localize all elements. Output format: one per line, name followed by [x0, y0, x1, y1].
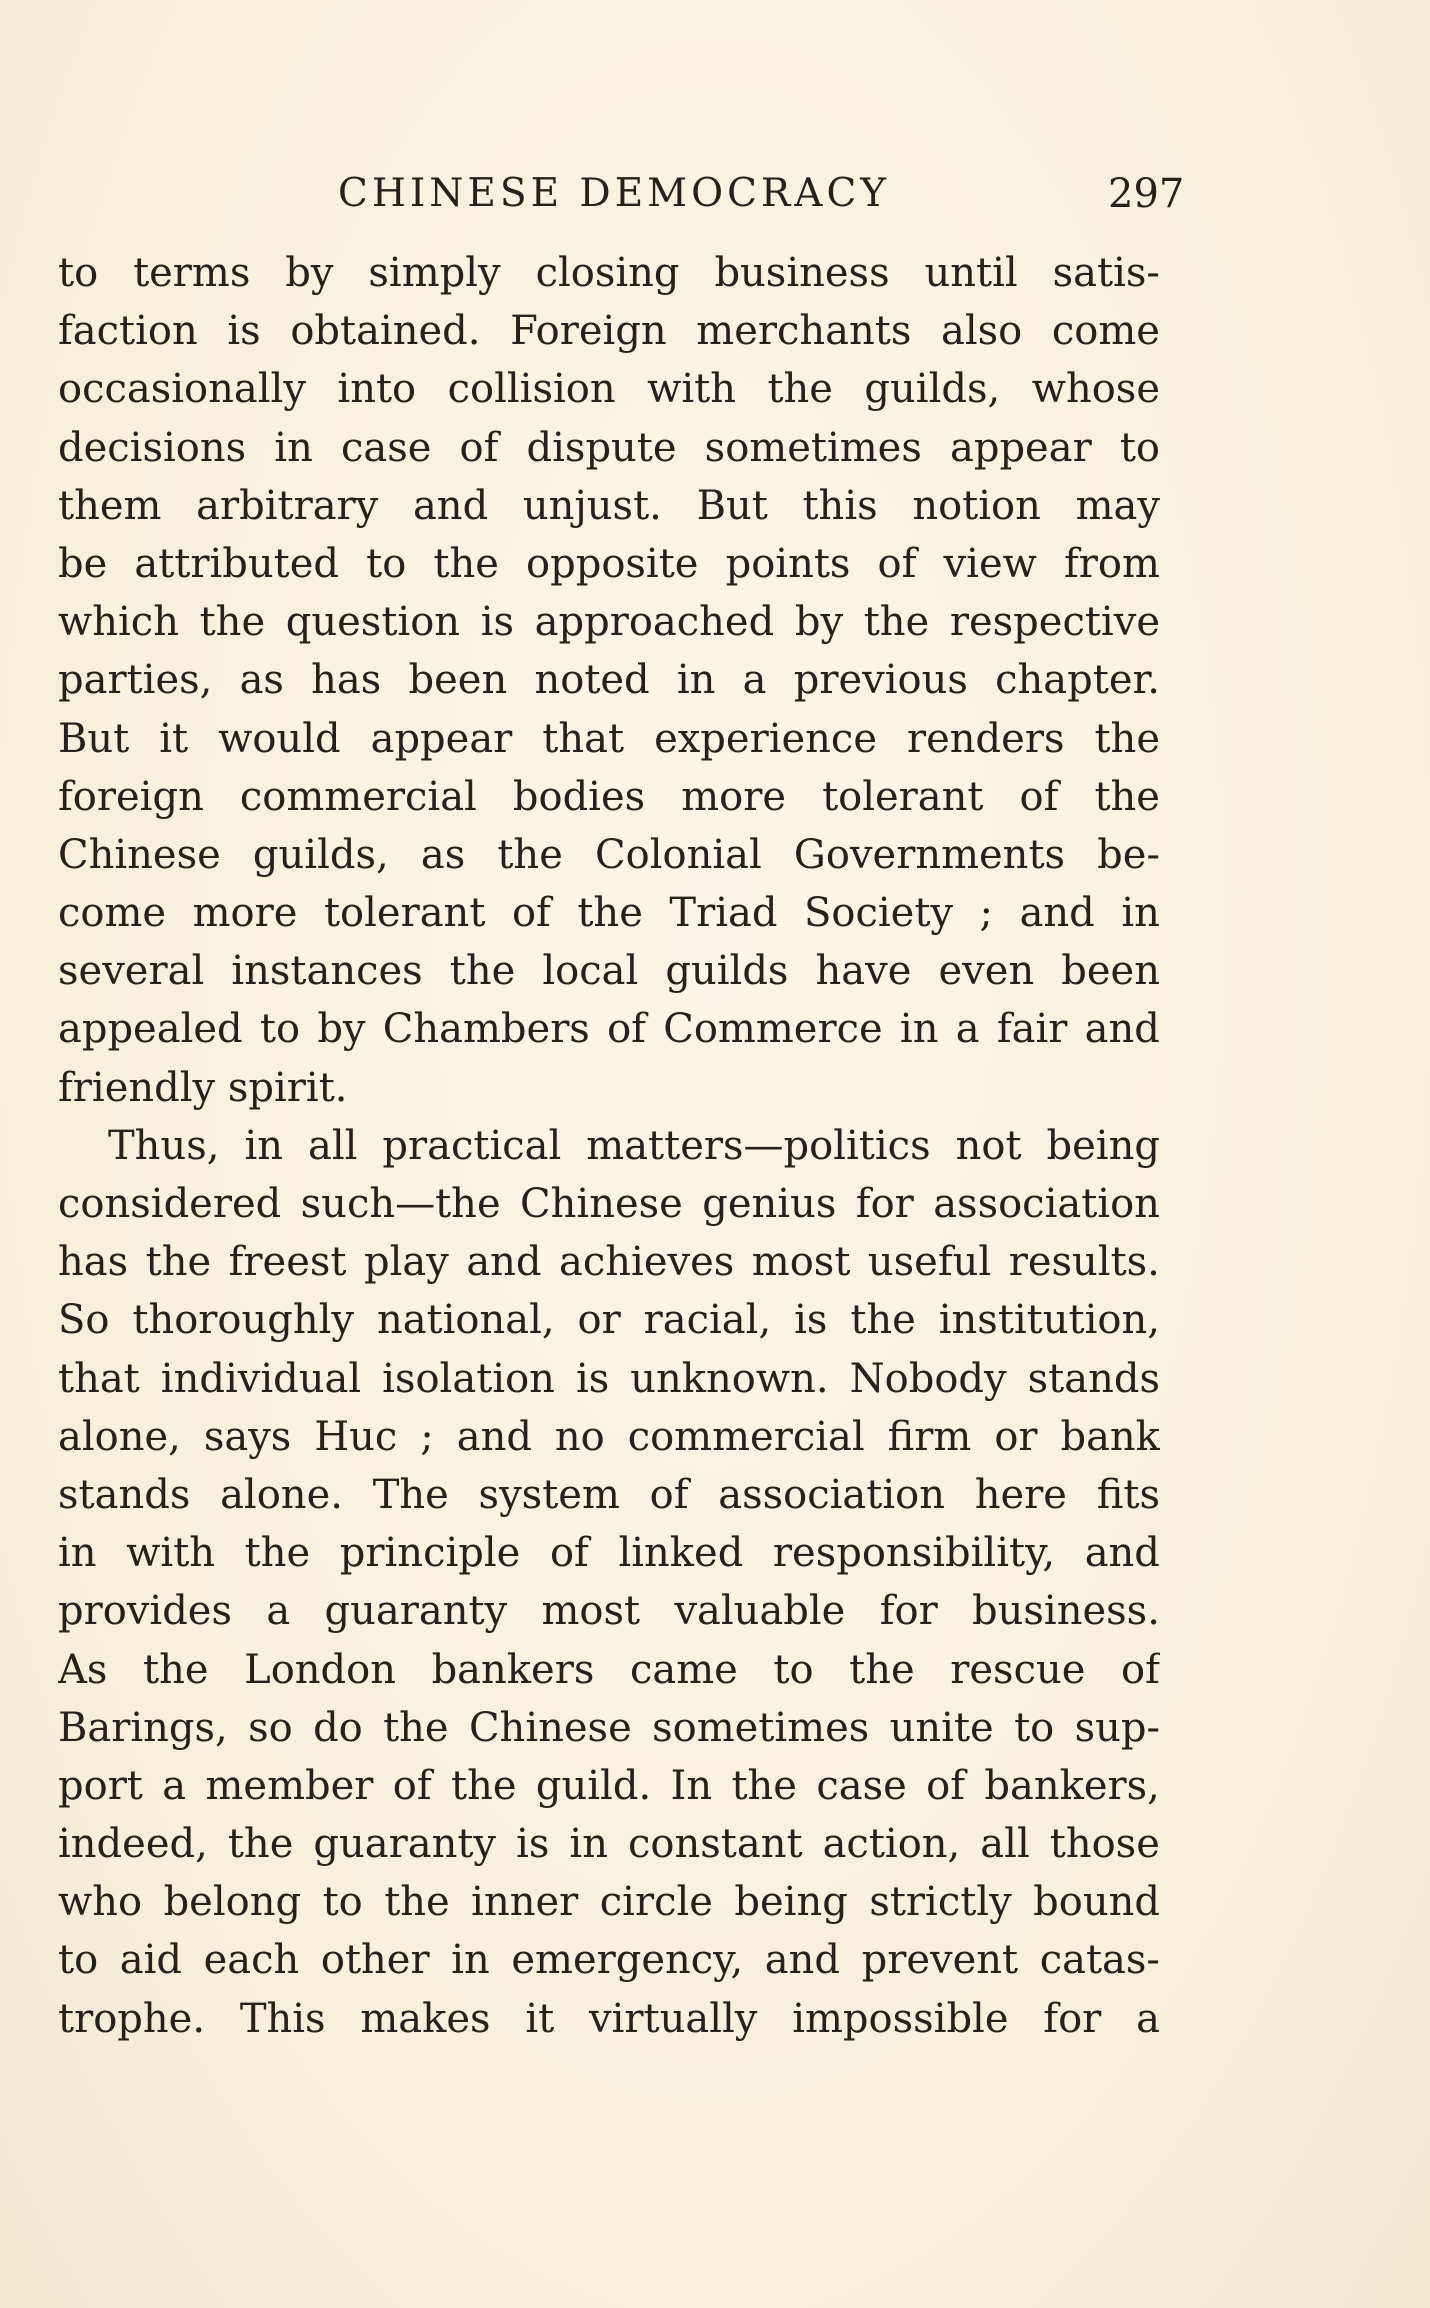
page-number: 297: [1108, 171, 1185, 217]
text-line: who belong to the inner circle being strictly bound: [58, 1879, 1160, 1926]
text-line: decisions in case of dispute sometimes appear to: [58, 424, 1160, 471]
text-line: considered such—the Chinese genius for association: [58, 1181, 1160, 1227]
text-line: Barings, so do the Chinese sometimes unite to sup-: [58, 1704, 1160, 1751]
text-line: occasionally into collision with the guilds, whose: [58, 366, 1160, 413]
text-line: them arbitrary and unjust. But this notion may: [58, 482, 1160, 529]
text-line: trophe. This makes it virtually impossible for a: [58, 1995, 1160, 2042]
text-line: provides a guaranty most valuable for business.: [58, 1588, 1160, 1635]
text-line: come more tolerant of the Triad Society ; and in: [58, 890, 1160, 937]
text-line: But it would appear that experience renders the: [58, 715, 1160, 762]
text-line: As the London bankers came to the rescue of: [58, 1646, 1160, 1693]
text-line: foreign commercial bodies more tolerant of the: [58, 773, 1160, 820]
text-line: has the freest play and achieves most useful results.: [58, 1239, 1160, 1286]
text-line: which the question is approached by the respective: [58, 599, 1160, 646]
text-line: Thus, in all practical matters—politics not being: [108, 1122, 1160, 1169]
text-line: indeed, the guaranty is in constant action, all those: [58, 1821, 1160, 1868]
text-line: to terms by simply closing business until satis-: [58, 250, 1160, 296]
text-line: several instances the local guilds have even been: [58, 948, 1160, 995]
running-title: CHINESE DEMOCRACY: [338, 171, 891, 216]
text-line: alone, says Huc ; and no commercial firm or bank: [58, 1413, 1160, 1460]
text-line: port a member of the guild. In the case of bankers,: [58, 1762, 1160, 1809]
text-line: be attributed to the opposite points of view from: [58, 540, 1160, 587]
page-header: [0, 164, 1430, 224]
text-line: So thoroughly national, or racial, is the institution,: [58, 1297, 1160, 1344]
text-line: Chinese guilds, as the Colonial Governments be-: [58, 831, 1160, 878]
text-line: stands alone. The system of association here fits: [58, 1471, 1160, 1518]
text-line: that individual isolation is unknown. Nobody stands: [58, 1355, 1160, 1402]
text-line: appealed to by Chambers of Commerce in a fair and: [58, 1006, 1160, 1053]
text-line: friendly spirit.: [58, 1064, 348, 1111]
text-line: faction is obtained. Foreign merchants also come: [58, 308, 1160, 355]
text-line: parties, as has been noted in a previous chapter.: [58, 657, 1160, 704]
text-line: to aid each other in emergency, and prevent catas-: [58, 1937, 1160, 1984]
body-text: [58, 244, 1160, 2048]
text-line: in with the principle of linked responsibility, and: [58, 1530, 1160, 1577]
